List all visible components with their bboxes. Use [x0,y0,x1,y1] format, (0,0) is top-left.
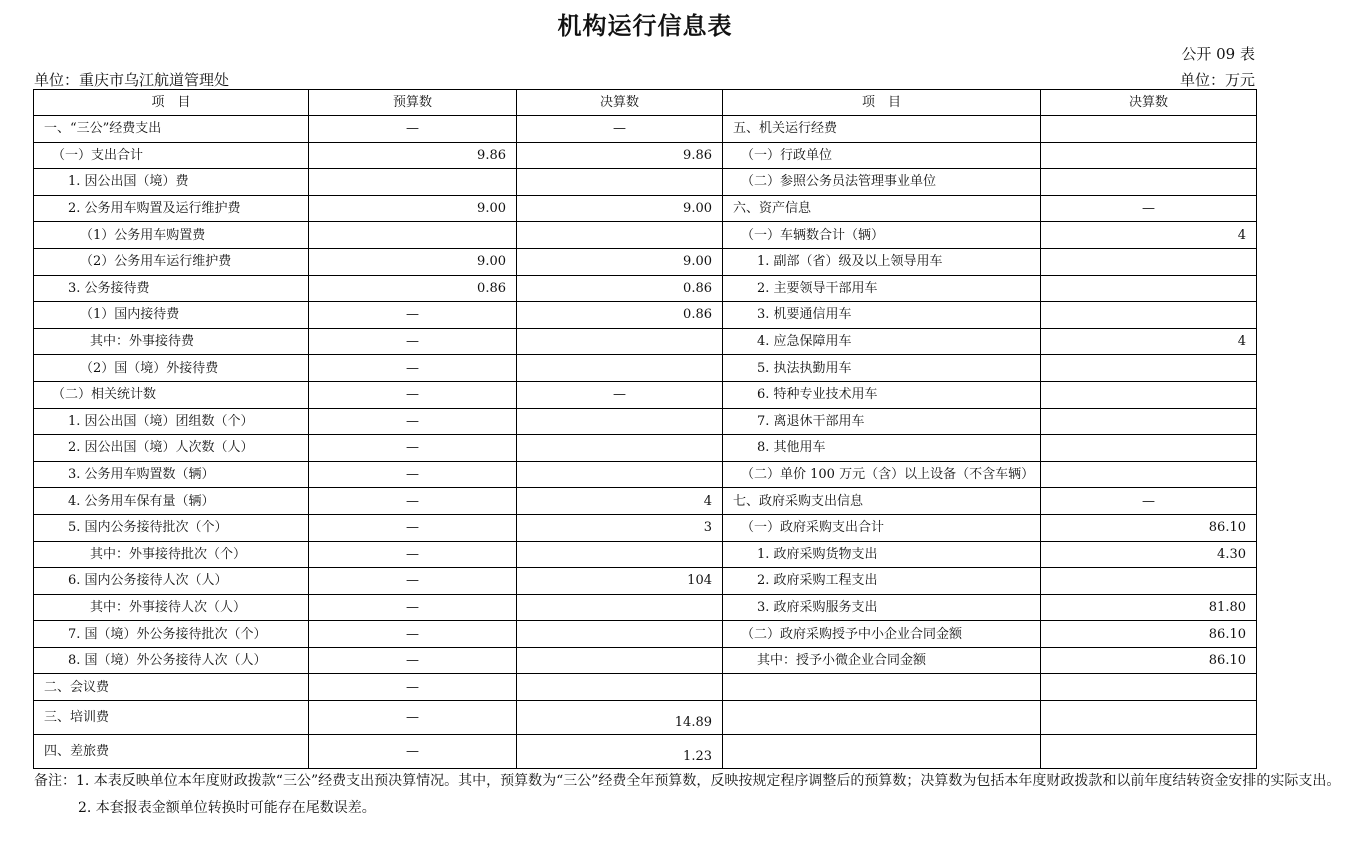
row-budget-value: — [309,568,517,595]
table-row [34,735,1257,769]
row-right-item-label: 6. 特种专业技术用车 [723,381,1041,408]
row-right-final-value [1041,674,1257,701]
row-item-label: 三、培训费 [34,701,309,735]
table-row [34,514,1257,541]
row-right-final-value [1041,248,1257,275]
row-final-value [517,461,723,488]
row-right-item-label: 8. 其他用车 [723,435,1041,462]
row-item-label: 2. 因公出国（境）人次数（人） [34,435,309,462]
table-header-row [34,90,1257,116]
row-budget-value: 9.00 [309,195,517,222]
header-final-right: 决算数 [1041,90,1257,116]
row-right-final-value [1041,142,1257,169]
row-final-value [517,647,723,674]
row-final-value [517,674,723,701]
table-row [34,328,1257,355]
table-row [34,461,1257,488]
row-right-item-label: 1. 政府采购货物支出 [723,541,1041,568]
row-item-label: （2）国（境）外接待费 [34,355,309,382]
table-row [34,195,1257,222]
table-row [34,541,1257,568]
currency-unit: 单位：万元 [1179,71,1255,89]
row-final-value: — [517,381,723,408]
row-final-value: 0.86 [517,275,723,302]
row-item-label: 8. 国（境）外公务接待人次（人） [34,647,309,674]
row-budget-value: — [309,541,517,568]
info-table [33,89,1257,769]
row-right-final-value: 86.10 [1041,514,1257,541]
row-final-value [517,408,723,435]
row-right-final-value [1041,302,1257,329]
row-final-value: 9.86 [517,142,723,169]
row-item-label: 1. 因公出国（境）费 [34,169,309,196]
table-row [34,116,1257,143]
row-right-item-label: （一）政府采购支出合计 [723,514,1041,541]
row-right-item-label: 3. 机要通信用车 [723,302,1041,329]
row-right-item-label: 3. 政府采购服务支出 [723,594,1041,621]
row-right-item-label: 5. 执法执勤用车 [723,355,1041,382]
notes [34,768,1359,822]
row-final-value [517,435,723,462]
row-right-final-value [1041,275,1257,302]
row-item-label: 6. 国内公务接待人次（人） [34,568,309,595]
table-row [34,355,1257,382]
row-right-final-value [1041,735,1257,769]
row-right-final-value: 4 [1041,222,1257,249]
row-right-item-label: （一）车辆数合计（辆） [723,222,1041,249]
row-final-value [517,355,723,382]
row-budget-value [309,222,517,249]
table-row [34,302,1257,329]
row-item-label: （1）公务用车购置费 [34,222,309,249]
row-right-item-label: 4. 应急保障用车 [723,328,1041,355]
header-item: 项 目 [34,90,309,116]
row-budget-value: — [309,488,517,515]
row-right-final-value: 86.10 [1041,647,1257,674]
row-budget-value: — [309,594,517,621]
table-row [34,568,1257,595]
row-right-final-value [1041,461,1257,488]
header-budget: 预算数 [309,90,517,116]
row-budget-value: — [309,381,517,408]
table-row [34,621,1257,648]
row-item-label: 7. 国（境）外公务接待批次（个） [34,621,309,648]
row-item-label: 5. 国内公务接待批次（个） [34,514,309,541]
row-budget-value: — [309,514,517,541]
row-final-value [517,328,723,355]
row-budget-value: 9.00 [309,248,517,275]
row-right-item-label: 五、机关运行经费 [723,116,1041,143]
row-final-value [517,169,723,196]
row-budget-value: — [309,355,517,382]
row-right-final-value: 86.10 [1041,621,1257,648]
table-row [34,674,1257,701]
row-budget-value: — [309,116,517,143]
row-final-value: 3 [517,514,723,541]
row-item-label: 二、会议费 [34,674,309,701]
table-row [34,647,1257,674]
row-item-label: （一）支出合计 [34,142,309,169]
table-row [34,594,1257,621]
row-budget-value: — [309,647,517,674]
table-row [34,222,1257,249]
row-final-value: 0.86 [517,302,723,329]
note-2: 2. 本套报表金额单位转换时可能存在尾数误差。 [78,800,376,816]
row-right-item-label: 其中：授予小微企业合同金额 [723,647,1041,674]
row-budget-value: — [309,621,517,648]
row-final-value: 9.00 [517,248,723,275]
row-budget-value: — [309,328,517,355]
row-final-value: 104 [517,568,723,595]
row-item-label: （2）公务用车运行维护费 [34,248,309,275]
row-final-value: 1.23 [517,735,723,769]
row-final-value: 14.89 [517,701,723,735]
row-item-label: （二）相关统计数 [34,381,309,408]
row-right-final-value: 4 [1041,328,1257,355]
table-body [34,116,1257,769]
row-right-item-label: 1. 副部（省）级及以上领导用车 [723,248,1041,275]
row-item-label: 其中：外事接待费 [34,328,309,355]
table-row [34,408,1257,435]
row-right-item-label: 2. 政府采购工程支出 [723,568,1041,595]
table-row [34,275,1257,302]
row-right-final-value: — [1041,488,1257,515]
row-right-item-label: 7. 离退休干部用车 [723,408,1041,435]
row-budget-value: 9.86 [309,142,517,169]
row-right-final-value: 4.30 [1041,541,1257,568]
row-right-final-value [1041,355,1257,382]
row-item-label: 四、差旅费 [34,735,309,769]
row-right-item-label: （二）单价 100 万元（含）以上设备（不含车辆） [723,461,1041,488]
row-item-label: 一、“三公”经费支出 [34,116,309,143]
row-final-value [517,621,723,648]
row-budget-value: — [309,408,517,435]
row-right-final-value [1041,568,1257,595]
table-row [34,701,1257,735]
table-row [34,248,1257,275]
row-budget-value: — [309,674,517,701]
row-item-label: 2. 公务用车购置及运行维护费 [34,195,309,222]
organization-unit: 单位：重庆市乌江航道管理处 [34,71,230,89]
row-right-final-value: — [1041,195,1257,222]
form-number: 公开 09 表 [1181,45,1255,63]
row-right-item-label: （二）参照公务员法管理事业单位 [723,169,1041,196]
row-right-item-label: （一）行政单位 [723,142,1041,169]
row-right-item-label: 2. 主要领导干部用车 [723,275,1041,302]
row-final-value [517,222,723,249]
row-final-value: — [517,116,723,143]
row-budget-value: — [309,461,517,488]
page-title: 机构运行信息表 [557,12,733,40]
row-item-label: 3. 公务用车购置数（辆） [34,461,309,488]
row-right-final-value [1041,169,1257,196]
row-budget-value: — [309,701,517,735]
row-right-final-value [1041,435,1257,462]
row-right-final-value [1041,381,1257,408]
row-right-final-value: 81.80 [1041,594,1257,621]
table-row [34,435,1257,462]
row-budget-value: — [309,435,517,462]
row-budget-value: — [309,735,517,769]
row-final-value: 9.00 [517,195,723,222]
row-item-label: 其中：外事接待人次（人） [34,594,309,621]
row-item-label: （1）国内接待费 [34,302,309,329]
row-item-label: 1. 因公出国（境）团组数（个） [34,408,309,435]
table-row [34,488,1257,515]
row-final-value [517,594,723,621]
row-right-final-value [1041,408,1257,435]
row-right-item-label: （二）政府采购授予中小企业合同金额 [723,621,1041,648]
row-budget-value: 0.86 [309,275,517,302]
header-item-right: 项 目 [723,90,1041,116]
row-right-final-value [1041,116,1257,143]
row-item-label: 3. 公务接待费 [34,275,309,302]
row-budget-value [309,169,517,196]
row-item-label: 4. 公务用车保有量（辆） [34,488,309,515]
row-right-item-label [723,735,1041,769]
row-right-item-label [723,701,1041,735]
row-right-item-label: 七、政府采购支出信息 [723,488,1041,515]
row-right-final-value [1041,701,1257,735]
header-final: 决算数 [517,90,723,116]
row-item-label: 其中：外事接待批次（个） [34,541,309,568]
row-right-item-label: 六、资产信息 [723,195,1041,222]
row-final-value: 4 [517,488,723,515]
table-row [34,169,1257,196]
note-1: 备注：1. 本表反映单位本年度财政拨款“三公”经费支出预决算情况。其中，预算数为“三公”经费全年预算数，反映按规定程序调整后的预算数；决算数为包括本年度财政拨款和以前年度结转资金安排的实际支出。 [34,773,1341,789]
row-budget-value: — [309,302,517,329]
table-row [34,381,1257,408]
row-right-item-label [723,674,1041,701]
row-final-value [517,541,723,568]
table-row [34,142,1257,169]
